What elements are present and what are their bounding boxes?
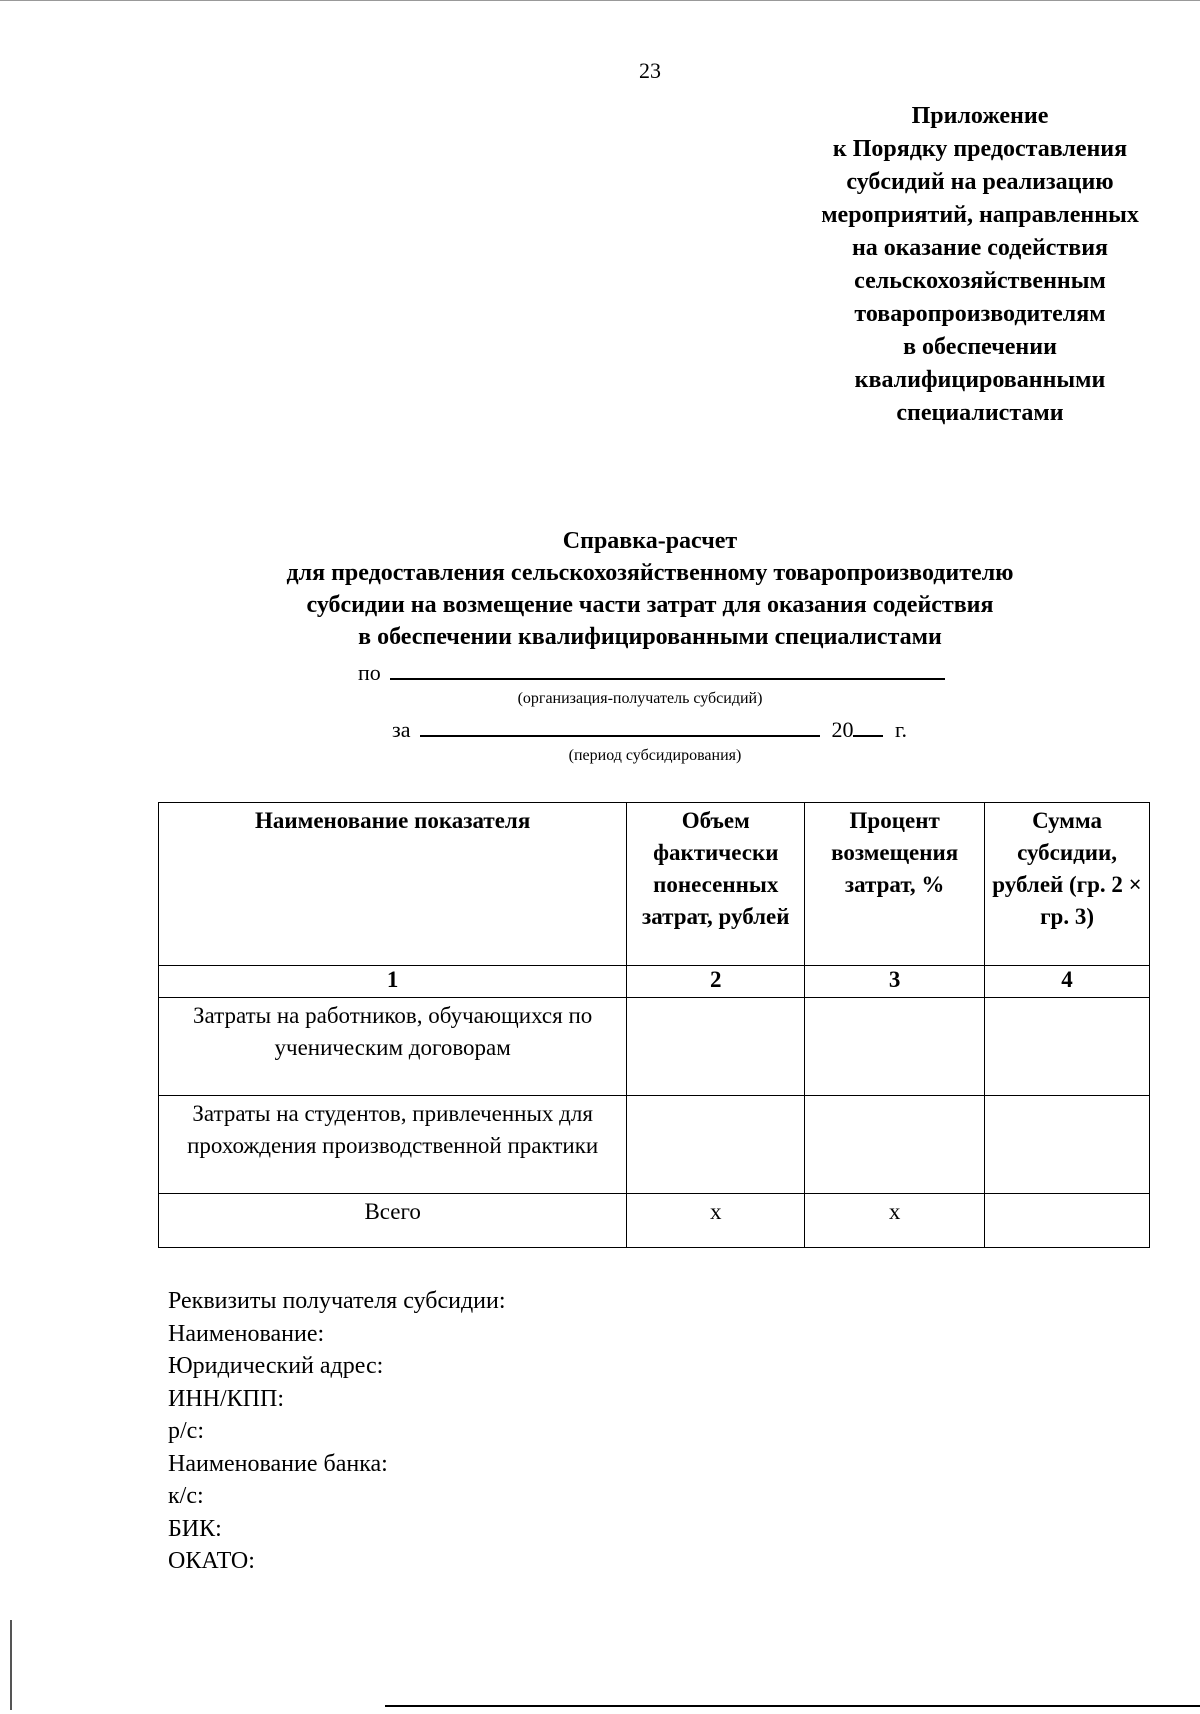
requisites-line: ОКАТО: (168, 1548, 255, 1574)
appendix-line: квалифицированными (854, 367, 1106, 393)
title-line: субсидии на возмещение части затрат для оказания содействия (306, 592, 994, 618)
table-cell: х (805, 1194, 985, 1248)
recipient-line (358, 658, 945, 686)
page-number: 23 (639, 58, 661, 83)
header-subsidy-amount: Сумма субсидии, рублей (гр. 2 × гр. 3) (985, 803, 1150, 966)
table-cell[interactable] (985, 998, 1150, 1096)
row-label: Затраты на студентов, привлеченных для прохождения производственной практики (159, 1096, 627, 1194)
table-row (159, 998, 1150, 1096)
title-line: Справка-расчет (562, 528, 738, 554)
column-number: 1 (159, 966, 627, 998)
requisites-line: ИНН/КПП: (168, 1385, 285, 1412)
requisites-line: Юридический адрес: (168, 1353, 384, 1379)
recipient-caption: (организация-получатель субсидий) (517, 690, 763, 707)
appendix-line: в обеспечении (903, 334, 1057, 360)
table-cell[interactable] (985, 1096, 1150, 1194)
row-label: Всего (159, 1194, 627, 1248)
scan-edge-left (10, 1620, 12, 1710)
table-row (159, 1096, 1150, 1194)
title-line: для предоставления сельскохозяйственному товаропроизводителю (286, 560, 1014, 586)
period-line (392, 715, 907, 743)
appendix-line: специалистами (896, 400, 1064, 426)
appendix-heading (690, 100, 1200, 430)
scan-edge-bottom (385, 1705, 1200, 1707)
requisites-line: Наименование: (168, 1320, 325, 1347)
requisites-line: р/с: (168, 1418, 204, 1444)
subsidy-table (158, 802, 1150, 1248)
appendix-line: субсидий на реализацию (846, 169, 1114, 195)
row-label: Затраты на работников, обучающихся по ученическим договорам (159, 998, 627, 1096)
header-reimbursement-percent: Процент возмещения затрат, % (805, 803, 985, 966)
po-label: по (358, 660, 381, 685)
column-number: 3 (805, 966, 985, 998)
table-cell: х (627, 1194, 805, 1248)
title-line: в обеспечении квалифицированными специалистами (358, 624, 942, 650)
za-label: за (392, 717, 411, 742)
appendix-line: на оказание содействия (851, 235, 1109, 261)
column-number: 2 (627, 966, 805, 998)
table-header-row (159, 803, 1150, 966)
requisites-line: Наименование банка: (168, 1450, 388, 1477)
header-indicator-name: Наименование показателя (159, 803, 627, 966)
recipient-requisites (168, 1285, 506, 1578)
appendix-line: мероприятий, направленных (821, 202, 1139, 228)
table-cell[interactable] (805, 998, 985, 1096)
table-row-total (159, 1194, 1150, 1248)
period-blank[interactable] (420, 715, 820, 737)
recipient-blank[interactable] (390, 658, 945, 680)
table-cell[interactable] (985, 1194, 1150, 1248)
requisites-line: Реквизиты получателя субсидии: (168, 1288, 506, 1314)
appendix-line: товаропроизводителям (854, 301, 1106, 327)
table-cell[interactable] (805, 1096, 985, 1194)
scan-edge-top (0, 0, 1200, 1)
year-suffix: г. (894, 717, 908, 742)
document-title (0, 525, 1200, 653)
year-blank[interactable] (853, 715, 883, 737)
column-number: 4 (985, 966, 1150, 998)
period-caption: (период субсидирования) (568, 747, 742, 764)
appendix-line: Приложение (911, 103, 1049, 129)
requisites-line: к/с: (168, 1483, 204, 1509)
table-cell[interactable] (627, 998, 805, 1096)
header-actual-costs: Объем фактически понесенных затрат, рублей (627, 803, 805, 966)
year-prefix: 20 (831, 717, 854, 742)
appendix-line: к Порядку предоставления (832, 136, 1128, 162)
column-numbers-row (159, 966, 1150, 998)
requisites-line: БИК: (168, 1515, 222, 1542)
appendix-line: сельскохозяйственным (854, 268, 1106, 294)
table-cell[interactable] (627, 1096, 805, 1194)
